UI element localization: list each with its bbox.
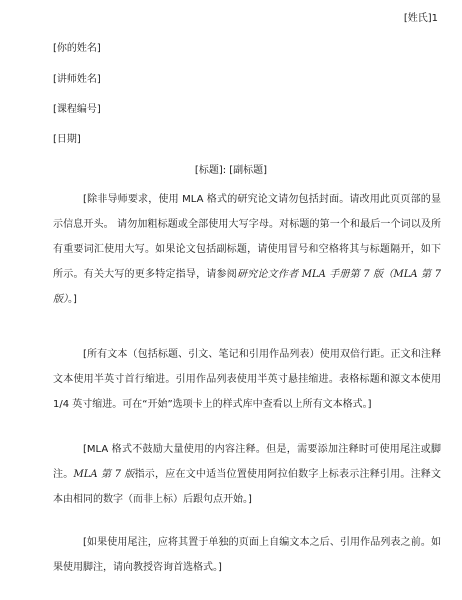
paragraph-3-text-end: 指示，应在文中适当位置使用阿拉伯数字上标表示注释引用。注释文本由相同的数字（而非上标）后跟句点开始。]: [53, 469, 442, 505]
body-paragraph-1[interactable]: [53, 187, 441, 312]
paragraph-1-italic-text: 研究论文作者 MLA 手册第 7 版（MLA 第 7 版）: [53, 269, 441, 305]
running-head[interactable]: [姓氏]1: [403, 13, 438, 24]
body-paragraph-3[interactable]: [53, 437, 441, 512]
course-number[interactable]: [课程编号]: [53, 104, 101, 115]
paragraph-1-text: [除非导师要求，使用 MLA 格式的研究论文请勿包括封面。请改用此页页部的显示信息开头。 请勿加粗标题或全部使用大写字母。对标题的第一个和最后一个词以及所有重要词汇使用大写。如果论文包括副标题，请使用冒号和空格将其与标题隔开，如下所示。有关大写的更多特定指导，请参阅: [53, 194, 441, 280]
paragraph-2-text: [所有文本（包括标题、引文、笔记和引用作品列表）使用双倍行距。正文和注释文本使用半英寸首行缩进。引用作品列表使用半英寸悬挂缩进。表格标题和源文本使用 1/4 英寸缩进。可在“开始”选项卡上的样式库中查看以上所有文本格式。]: [53, 349, 441, 410]
paragraph-1-text-end: 。]: [68, 294, 77, 305]
paragraph-3-text: [MLA 格式不鼓励大量使用的内容注释。但是，需要添加注释时可使用尾注或脚注。: [53, 444, 441, 480]
instructor-name[interactable]: [讲师姓名]: [53, 74, 101, 85]
paragraph-3-italic-text: MLA 第 7 版: [73, 469, 135, 480]
date[interactable]: [日期]: [53, 134, 81, 145]
body-paragraph-4[interactable]: [53, 530, 441, 580]
student-name[interactable]: [你的姓名]: [53, 43, 101, 54]
paragraph-4-text: [如果使用尾注，应将其置于单独的页面上自编文本之后、引用作品列表之前。如果使用脚注，请向教授咨询首选格式。]: [53, 537, 441, 573]
paper-title[interactable]: [标题]: [副标题]: [194, 165, 268, 176]
body-paragraph-2[interactable]: [53, 342, 441, 417]
